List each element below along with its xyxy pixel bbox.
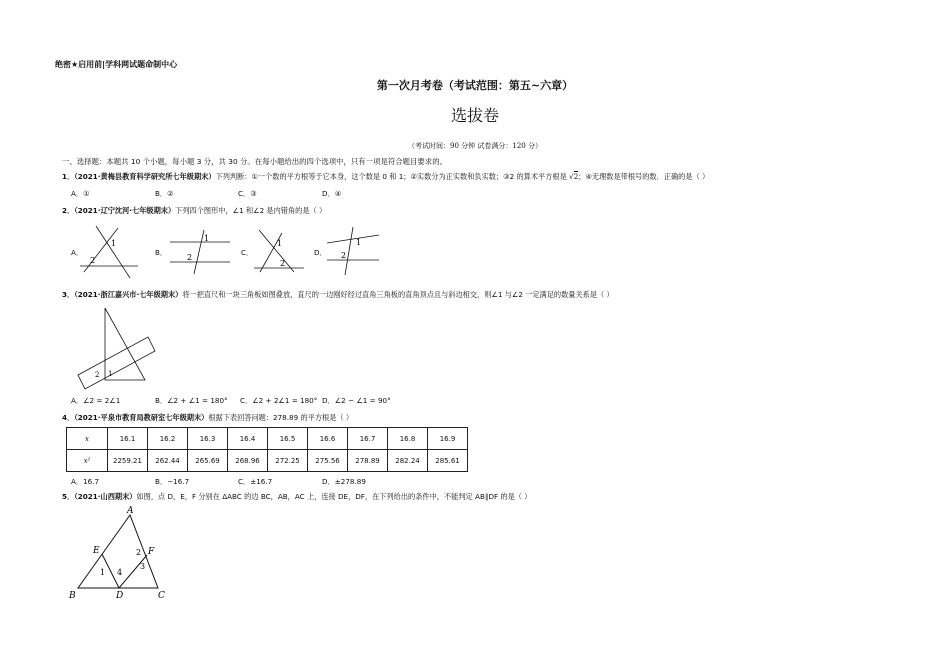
q4-source: （2021·平泉市教育局教研室七年级期末） [74,413,209,422]
table-row-x2 [67,450,468,472]
label-a: A [127,506,134,516]
table-cell: 16.4 [228,428,268,450]
q1-option-d[interactable]: D．④ [322,189,342,198]
table-cell: 272.25 [268,450,308,472]
table-cell: 268.96 [228,450,268,472]
q1-option-a[interactable]: A．① [71,189,90,198]
q2-option-b[interactable]: B． [155,248,168,257]
q2-option-a[interactable]: A． [71,248,84,257]
angle-3: 3 [140,562,146,571]
q5-figure [66,505,186,600]
table-cell: 278.89 [348,450,388,472]
q1-option-c[interactable]: C．③ [238,189,257,198]
q4-option-b[interactable]: B．−16.7 [155,477,190,486]
q2c-angle-1: 1 [277,239,283,248]
q2-option-d[interactable]: D． [314,248,327,257]
table-header-x: x [67,428,108,450]
table-cell: 16.1 [108,428,148,450]
q2-stem: 下列四个图形中，∠1 和∠2 是内错角的是（ ） [175,206,327,215]
q1-sqrt-arg: 2 [573,172,579,181]
q3-figure [75,305,165,390]
table-cell: 16.9 [428,428,468,450]
q3-option-a[interactable]: A．∠2 = 2∠1 [71,396,121,405]
q2-figure-b [170,230,240,275]
q2-source: （2021·辽宁沈河·七年级期末） [74,206,176,215]
q4-number: 4． [62,413,75,422]
q4-stem: 根据下表回答问题：278.89 的平方根是（ ） [208,413,354,422]
label-b: B [69,591,76,601]
q2-option-c[interactable]: C． [241,248,254,257]
label-c: C [158,591,165,601]
label-e: E [93,546,100,556]
q5-source: （2021·山西期末） [74,492,137,501]
exam-info: （考试时间：90 分钟 试卷满分：120 分） [408,142,542,150]
angle-1: 1 [100,568,106,577]
label-d: D [116,591,124,601]
q3-option-b[interactable]: B．∠2 + ∠1 = 180° [155,396,228,405]
table-cell: 2259.21 [108,450,148,472]
q3-angle-2: 2 [95,371,100,379]
q2c-angle-2: 2 [280,259,286,268]
q2b-angle-1: 1 [204,234,210,243]
q2-figure-c [254,228,314,278]
q3-stem: 将一把直尺和一块三角板如图叠放，直尺的一边刚好经过直角三角板的直角顶点且与斜边相交，则∠1 与∠2 一定满足的数量关系是（ ） [182,290,614,299]
q2d-angle-1: 1 [356,238,362,247]
angle-4: 4 [117,568,123,577]
question-5 [62,492,531,502]
q5-number: 5． [62,492,75,501]
table-cell: 16.7 [348,428,388,450]
table-header-x2: x² [67,450,108,472]
q2d-angle-2: 2 [341,251,347,260]
q3-source: （2021·浙江嘉兴市·七年级期末） [74,290,183,299]
q4-option-d[interactable]: D．±278.89 [322,477,366,486]
square-table [66,427,468,472]
q5-stem: 如图，点 D，E，F 分别在 ΔABC 的边 BC，AB，AC 上，连接 DE，DF，在下列给出的条件中，不能判定 AB∥DF 的是（ ） [136,492,532,501]
table-cell: 285.61 [428,450,468,472]
q1-number: 1． [62,172,75,181]
sqrt-symbol: √2 [569,172,579,181]
question-4 [62,413,353,423]
secret-label: 绝密★启用前|学科网试题命制中心 [55,60,178,69]
table-cell: 16.3 [188,428,228,450]
q1-source: （2021·黄梅县教育科学研究所七年级期末） [74,172,216,181]
q2a-angle-2: 2 [90,256,96,265]
q4-option-a[interactable]: A．16.7 [71,477,100,486]
table-cell: 275.56 [308,450,348,472]
q1-stem-b: ；④无理数是带根号的数．正确的是（ ） [578,172,710,181]
q2-figure-a [80,226,150,281]
question-1 [62,172,709,182]
table-cell: 265.69 [188,450,228,472]
q4-option-c[interactable]: C．±16.7 [238,477,273,486]
q2a-angle-1: 1 [111,239,117,248]
q3-option-c[interactable]: C．∠2 + 2∠1 = 180° [240,396,318,405]
question-3 [62,290,614,300]
exam-subtitle: 选拔卷 [450,106,499,125]
table-cell: 262.44 [148,450,188,472]
q2-number: 2． [62,206,75,215]
q1-stem-a: 下列判断：①一个数的平方根等于它本身，这个数是 0 和 1；②实数分为正实数和负实数；③2 的算术平方根是 [215,172,567,181]
table-cell: 16.8 [388,428,428,450]
angle-2: 2 [136,548,142,557]
question-2 [62,206,326,216]
table-cell: 282.24 [388,450,428,472]
table-cell: 16.5 [268,428,308,450]
q3-angle-1: 1 [108,370,113,378]
exam-title: 第一次月考卷（考试范围：第五~六章） [376,79,574,92]
q3-number: 3． [62,290,75,299]
label-f: F [148,547,155,557]
table-cell: 16.2 [148,428,188,450]
q1-option-b[interactable]: B．② [155,189,174,198]
q2-figure-d [327,227,387,277]
q2b-angle-2: 2 [187,253,193,262]
section-heading: 一、选择题：本题共 10 个小题，每小题 3 分，共 30 分。在每小题给出的四个选项中，只有一项是符合题目要求的。 [62,157,447,166]
q3-option-d[interactable]: D．∠2 − ∠1 = 90° [322,396,391,405]
table-row-x [67,428,468,450]
table-cell: 16.6 [308,428,348,450]
